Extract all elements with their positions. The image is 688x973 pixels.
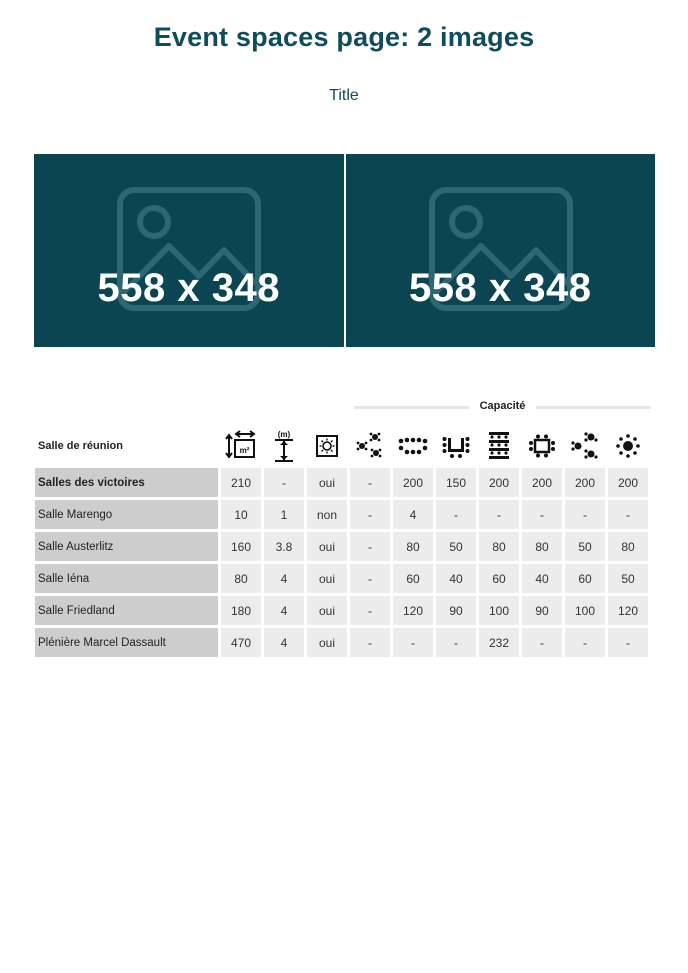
value-cell: - — [350, 468, 390, 497]
value-cell: 60 — [565, 564, 605, 593]
capacity-header — [354, 399, 651, 415]
image-gallery — [34, 154, 655, 347]
value-cell: - — [350, 596, 390, 625]
value-cell: oui — [307, 596, 347, 625]
value-cell: 120 — [608, 596, 648, 625]
value-cell: 3.8 — [264, 532, 304, 561]
value-cell: - — [436, 628, 476, 657]
value-cell: - — [565, 500, 605, 529]
room-name-cell: Salle Austerlitz — [35, 532, 218, 561]
table-row — [35, 564, 648, 593]
value-cell: - — [479, 500, 519, 529]
value-cell: - — [350, 500, 390, 529]
classroom-icon — [479, 427, 519, 465]
svg-text:(m): (m) — [277, 430, 291, 439]
value-cell: - — [350, 564, 390, 593]
value-cell: oui — [307, 628, 347, 657]
value-cell: - — [565, 628, 605, 657]
value-cell: 100 — [565, 596, 605, 625]
table-row — [35, 596, 648, 625]
value-cell: 210 — [221, 468, 261, 497]
value-cell: 60 — [479, 564, 519, 593]
capacity-label: Capacité — [479, 400, 526, 412]
value-cell: oui — [307, 468, 347, 497]
boardroom-icon — [522, 427, 562, 465]
value-cell: 200 — [393, 468, 433, 497]
value-cell: 4 — [264, 628, 304, 657]
value-cell: - — [264, 468, 304, 497]
value-cell: 90 — [436, 596, 476, 625]
cocktail-icon — [350, 427, 390, 465]
page-title: Event spaces page: 2 images — [153, 22, 535, 52]
value-cell: 80 — [221, 564, 261, 593]
daylight-icon — [307, 427, 347, 465]
value-cell: 4 — [264, 564, 304, 593]
value-cell: 200 — [565, 468, 605, 497]
value-cell: 80 — [479, 532, 519, 561]
value-cell: 100 — [479, 596, 519, 625]
value-cell: - — [393, 628, 433, 657]
surface-m2-icon — [221, 427, 261, 465]
value-cell: 150 — [436, 468, 476, 497]
value-cell: 200 — [522, 468, 562, 497]
value-cell: 90 — [522, 596, 562, 625]
room-name-cell: Salle Friedland — [35, 596, 218, 625]
theatre-icon — [393, 427, 433, 465]
image-placeholder — [346, 154, 656, 347]
divider — [536, 406, 651, 409]
value-cell: 80 — [608, 532, 648, 561]
value-cell: - — [522, 500, 562, 529]
value-cell: 120 — [393, 596, 433, 625]
value-cell: 1 — [264, 500, 304, 529]
image-size-label: 558 x 348 — [97, 266, 280, 310]
value-cell: 80 — [393, 532, 433, 561]
svg-text:m²: m² — [239, 446, 250, 455]
banquet-icon — [608, 427, 648, 465]
cabaret-icon — [565, 427, 605, 465]
value-cell: 232 — [479, 628, 519, 657]
value-cell: 10 — [221, 500, 261, 529]
value-cell: 40 — [436, 564, 476, 593]
table-row — [35, 468, 648, 497]
value-cell: 470 — [221, 628, 261, 657]
ceiling-height-m-icon — [264, 427, 304, 465]
rooms-table — [32, 424, 651, 660]
value-cell: non — [307, 500, 347, 529]
table-row — [35, 628, 648, 657]
value-cell: oui — [307, 564, 347, 593]
image-size-label: 558 x 348 — [409, 266, 592, 310]
value-cell: 4 — [393, 500, 433, 529]
value-cell: 160 — [221, 532, 261, 561]
value-cell: oui — [307, 532, 347, 561]
u-shape-icon — [436, 427, 476, 465]
value-cell: 200 — [479, 468, 519, 497]
table-body — [35, 468, 648, 657]
room-name-cell: Salle Marengo — [35, 500, 218, 529]
image-placeholder — [34, 154, 344, 347]
room-name-cell: Plénière Marcel Dassault — [35, 628, 218, 657]
room-name-cell: Salle Iéna — [35, 564, 218, 593]
value-cell: 40 — [522, 564, 562, 593]
room-name-cell: Salles des victoires — [35, 468, 218, 497]
value-cell: - — [350, 532, 390, 561]
value-cell: - — [608, 500, 648, 529]
value-cell: 50 — [608, 564, 648, 593]
value-cell: 60 — [393, 564, 433, 593]
value-cell: 50 — [565, 532, 605, 561]
table-header-row — [35, 427, 648, 465]
value-cell: 200 — [608, 468, 648, 497]
value-cell: 50 — [436, 532, 476, 561]
value-cell: - — [522, 628, 562, 657]
table-row — [35, 500, 648, 529]
value-cell: - — [608, 628, 648, 657]
value-cell: - — [350, 628, 390, 657]
value-cell: 4 — [264, 596, 304, 625]
table-row — [35, 532, 648, 561]
value-cell: 80 — [522, 532, 562, 561]
page-subtitle: Title — [329, 87, 359, 104]
value-cell: 180 — [221, 596, 261, 625]
room-column-header: Salle de réunion — [38, 440, 123, 452]
value-cell: - — [436, 500, 476, 529]
